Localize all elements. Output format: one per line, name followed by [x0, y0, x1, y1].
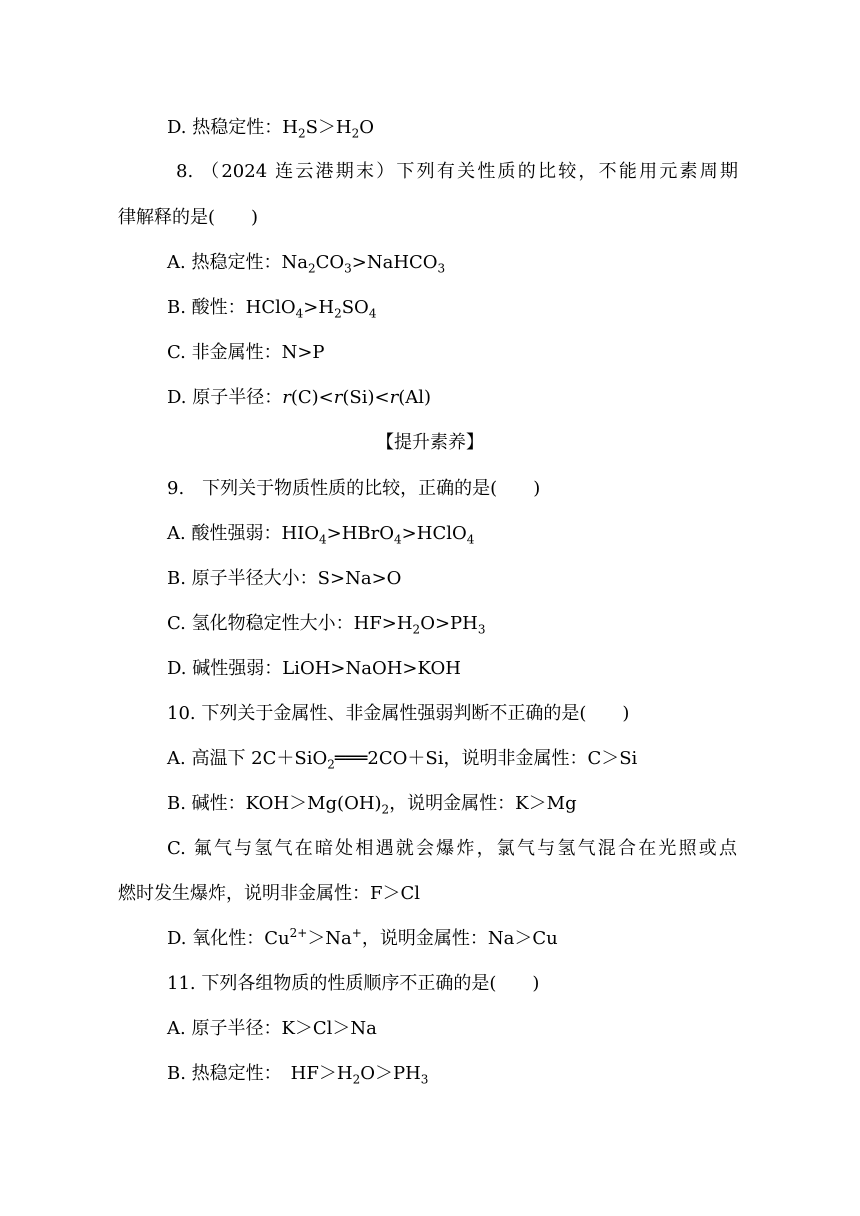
q10-option-d: D. 氧化性：$Cu^{2+}>Na^+$，说明金属性：Na＞Cu — [167, 926, 558, 949]
section-heading: 【提升素养】 — [376, 432, 484, 453]
q8-option-c: C. 非金属性：N>P — [167, 342, 325, 363]
q8-option-b: B. 酸性：$HClO_4>H_2SO_4$ — [167, 297, 377, 321]
q9-stem: 9. 下列关于物质性质的比较，正确的是( ) — [167, 478, 541, 499]
q7-option-d: D. 热稳定性：$H_2S>H_2O$ — [167, 117, 375, 141]
q9-option-c: C. 氢化物稳定性大小：$HF>H_2O>PH_3$ — [167, 613, 486, 637]
q10-option-b: B. 碱性：$KOH>Mg(OH)_2$，说明金属性：K＞Mg — [167, 793, 577, 817]
q11-option-a: A. 原子半径：K＞Cl＞Na — [167, 1018, 377, 1039]
q11-stem: 11. 下列各组物质的性质顺序不正确的是( ) — [167, 973, 540, 994]
q8-option-a: A. 热稳定性：$Na_2CO_3>NaHCO_3$ — [167, 252, 446, 276]
q9-option-a: A. 酸性强弱：$HIO_4>HBrO_4>HClO_4$ — [167, 523, 475, 547]
q9-option-b: B. 原子半径大小：S>Na>O — [167, 568, 402, 589]
q9-option-d: D. 碱性强弱：LiOH>NaOH>KOH — [167, 658, 461, 679]
q10-stem: 10. 下列关于金属性、非金属性强弱判断不正确的是( ) — [167, 703, 630, 724]
q10-option-a: A. 高温下 2C＋SiO$_2$═══2CO＋Si，说明非金属性：C＞Si — [167, 748, 638, 772]
q8-option-d: D. 原子半径：r(C)<r(Si)<r(Al) — [167, 387, 431, 408]
q11-option-b: B. 热稳定性： $HF>H_2O>PH_3$ — [167, 1063, 429, 1087]
q8-stem-line2: 律解释的是( ) — [118, 207, 259, 228]
q8-stem-line1: 8. （2024 连云港期末）下列有关性质的比较，不能用元素周期 — [176, 161, 738, 182]
q10-option-c-line2: 燃时发生爆炸，说明非金属性：F＞Cl — [118, 883, 421, 904]
q10-option-c-line1: C. 氟气与氢气在暗处相遇就会爆炸，氯气与氢气混合在光照或点 — [167, 838, 737, 859]
